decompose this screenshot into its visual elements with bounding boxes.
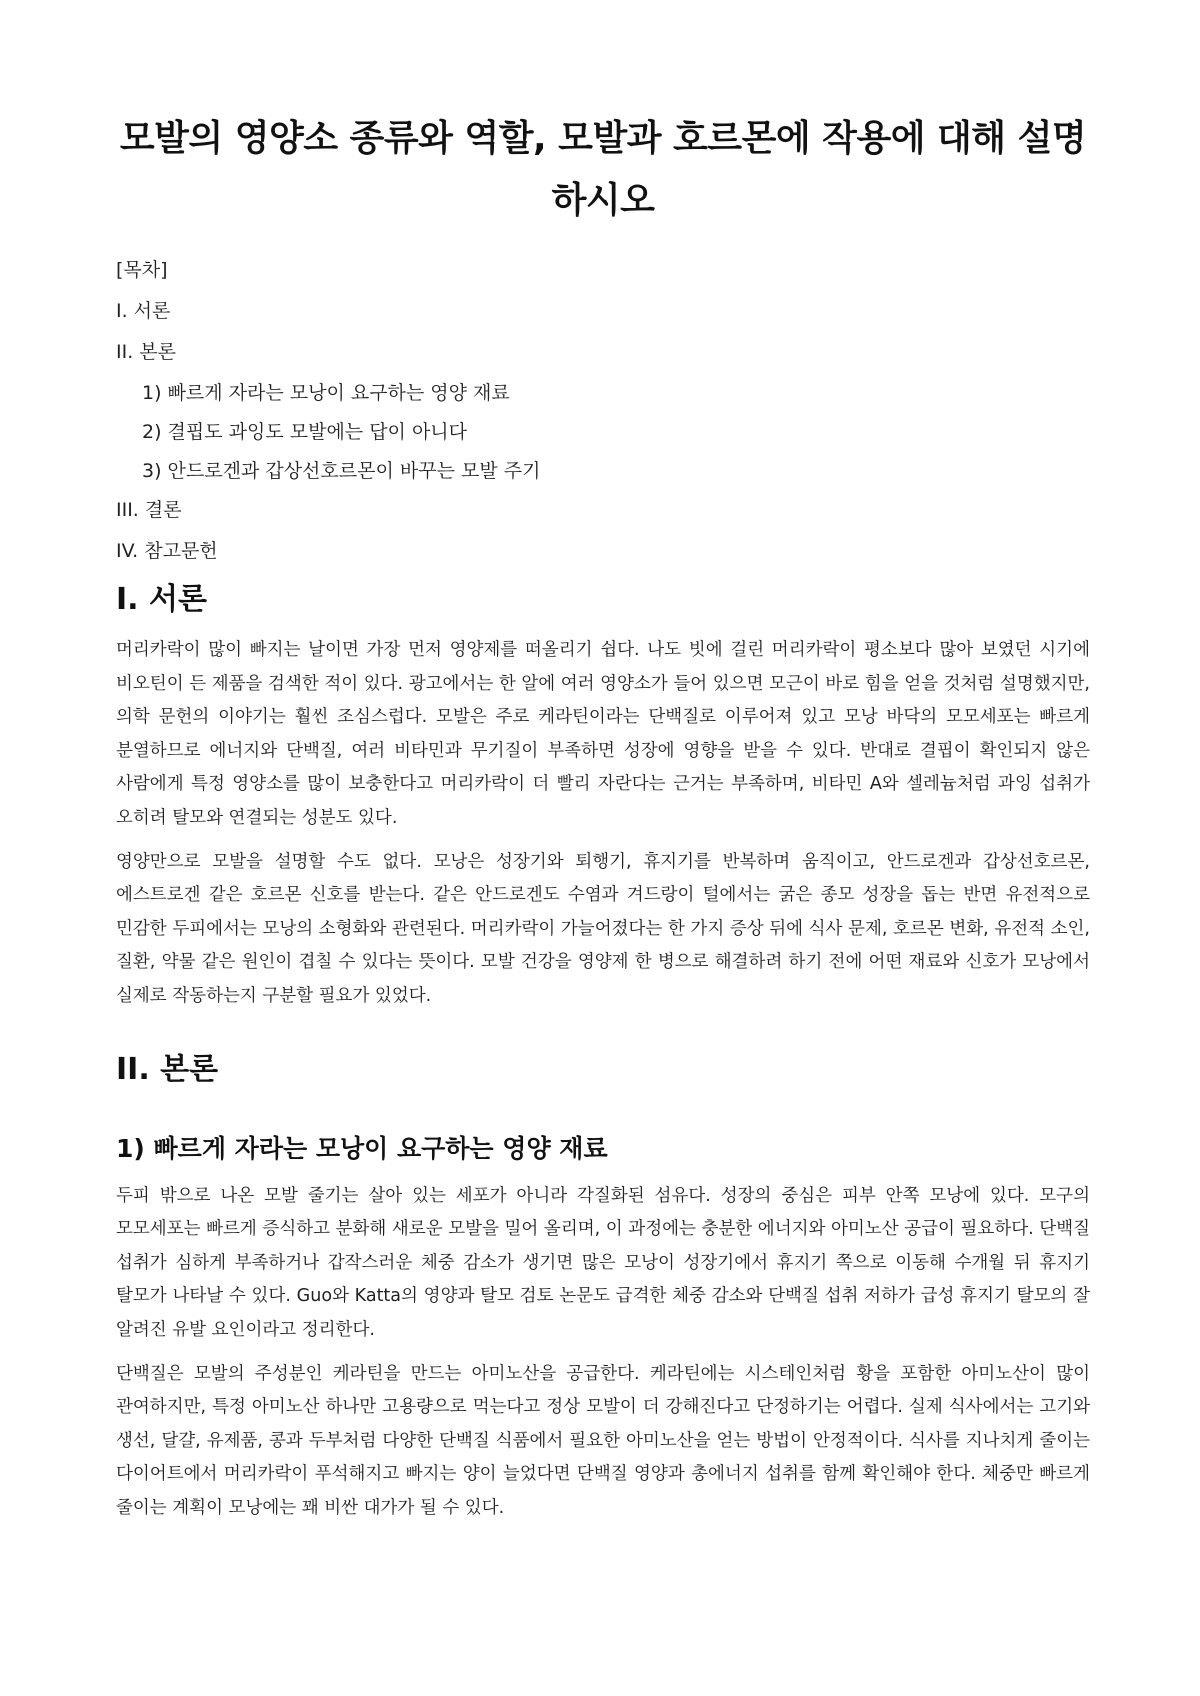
toc-item-conclusion: III. 결론 bbox=[116, 499, 182, 521]
toc-heading: [목차] bbox=[116, 259, 168, 281]
toc-subitem-2: 2) 결핍도 과잉도 모발에는 답이 아니다 bbox=[142, 421, 468, 443]
section-heading-body: II. 본론 bbox=[116, 1051, 219, 1087]
table-of-contents bbox=[116, 258, 1090, 563]
subsection-heading-1: 1) 빠르게 자라는 모낭이 요구하는 영양 재료 bbox=[116, 1133, 608, 1163]
body-paragraph-1: 두피 밖으로 나온 모발 줄기는 살아 있는 세포가 아니라 각질화된 섬유다. 성장의 중심은 피부 안쪽 모낭에 있다. 모구의 모모세포는 빠르게 증식하고 분화해 새로운 모발을 밀어 올리며, 이 과정에는 충분한 에너지와 아미노산 공급이 필요하다. 단백질 섭취가 심하게 부족하거나 갑작스러운 체중 감소가 생기면 많은 모낭이 성장기에서 휴지기 쪽으로 이동해 수개월 뒤 휴지기 탈모가 나타날 수 있다. Guo와 Katta의 영양과 탈모 검토 논문도 급격한 체중 감소와 단백질 섭취 저하가 급성 휴지기 탈모의 잘 알려진 유발 요인이라고 정리한다. bbox=[116, 1185, 1090, 1340]
section-heading-intro: I. 서론 bbox=[116, 582, 207, 617]
toc-item-references: IV. 참고문헌 bbox=[116, 540, 218, 562]
intro-paragraph-2: 영양만으로 모발을 설명할 수도 없다. 모낭은 성장기와 퇴행기, 휴지기를 반복하며 움직이고, 안드로겐과 갑상선호르몬, 에스트로겐 같은 호르몬 신호를 받는다. 같은 안드로겐도 수염과 겨드랑이 털에서는 굵은 종모 성장을 돕는 반면 유전적으로 민감한 두피에서는 모낭의 소형화와 관련된다. 머리카락이 가늘어졌다는 한 가지 증상 뒤에 식사 문제, 호르몬 변화, 유전적 소인, 질환, 약물 같은 원인이 겹칠 수 있다는 뜻이다. 모발 건강을 영양제 한 병으로 해결하려 하기 전에 어떤 재료와 신호가 모낭에서 실제로 작동하는지 구분할 필요가 있었다. bbox=[116, 851, 1090, 1006]
document-title: 모발의 영양소 종류와 역할, 모발과 호르몬에 작용에 대해 설명하시오 bbox=[119, 118, 1087, 221]
toc-item-body: II. 본론 bbox=[116, 341, 176, 363]
intro-paragraph-1: 머리카락이 많이 빠지는 날이면 가장 먼저 영양제를 떠올리기 쉽다. 나도 빗에 걸린 머리카락이 평소보다 많아 보였던 시기에 비오틴이 든 제품을 검색한 적이 있다. 광고에서는 한 알에 여러 영양소가 들어 있으면 모근이 바로 힘을 얻을 것처럼 설명했지만, 의학 문헌의 이야기는 훨씬 조심스럽다. 모발은 주로 케라틴이라는 단백질로 이루어져 있고 모낭 바닥의 모모세포는 빠르게 분열하므로 에너지와 단백질, 여러 비타민과 무기질이 부족하면 성장에 영향을 받을 수 있다. 반대로 결핍이 확인되지 않은 사람에게 특정 영양소를 많이 보충한다고 머리카락이 더 빨리 자란다는 근거는 부족하며, 비타민 A와 셀레늄처럼 과잉 섭취가 오히려 탈모와 연결되는 성분도 있다. bbox=[116, 640, 1090, 828]
toc-subitem-3: 3) 안드로겐과 갑상선호르몬이 바꾸는 모발 주기 bbox=[142, 460, 541, 482]
body-paragraph-2: 단백질은 모발의 주성분인 케라틴을 만드는 아미노산을 공급한다. 케라틴에는 시스테인처럼 황을 포함한 아미노산이 많이 관여하지만, 특정 아미노산 하나만 고용량으로 먹는다고 정상 모발이 더 강해진다고 단정하기는 어렵다. 실제 식사에서는 고기와 생선, 달걀, 유제품, 콩과 두부처럼 다양한 단백질 식품에서 필요한 아미노산을 얻는 방법이 안정적이다. 식사를 지나치게 줄이는 다이어트에서 머리카락이 푸석해지고 빠지는 양이 늘었다면 단백질 영양과 총에너지 섭취를 함께 확인해야 한다. 체중만 빠르게 줄이는 계획이 모낭에는 꽤 비싼 대가가 될 수 있다. bbox=[116, 1363, 1090, 1518]
toc-item-intro: I. 서론 bbox=[116, 300, 171, 322]
toc-subitem-1: 1) 빠르게 자라는 모낭이 요구하는 영양 재료 bbox=[142, 382, 510, 404]
